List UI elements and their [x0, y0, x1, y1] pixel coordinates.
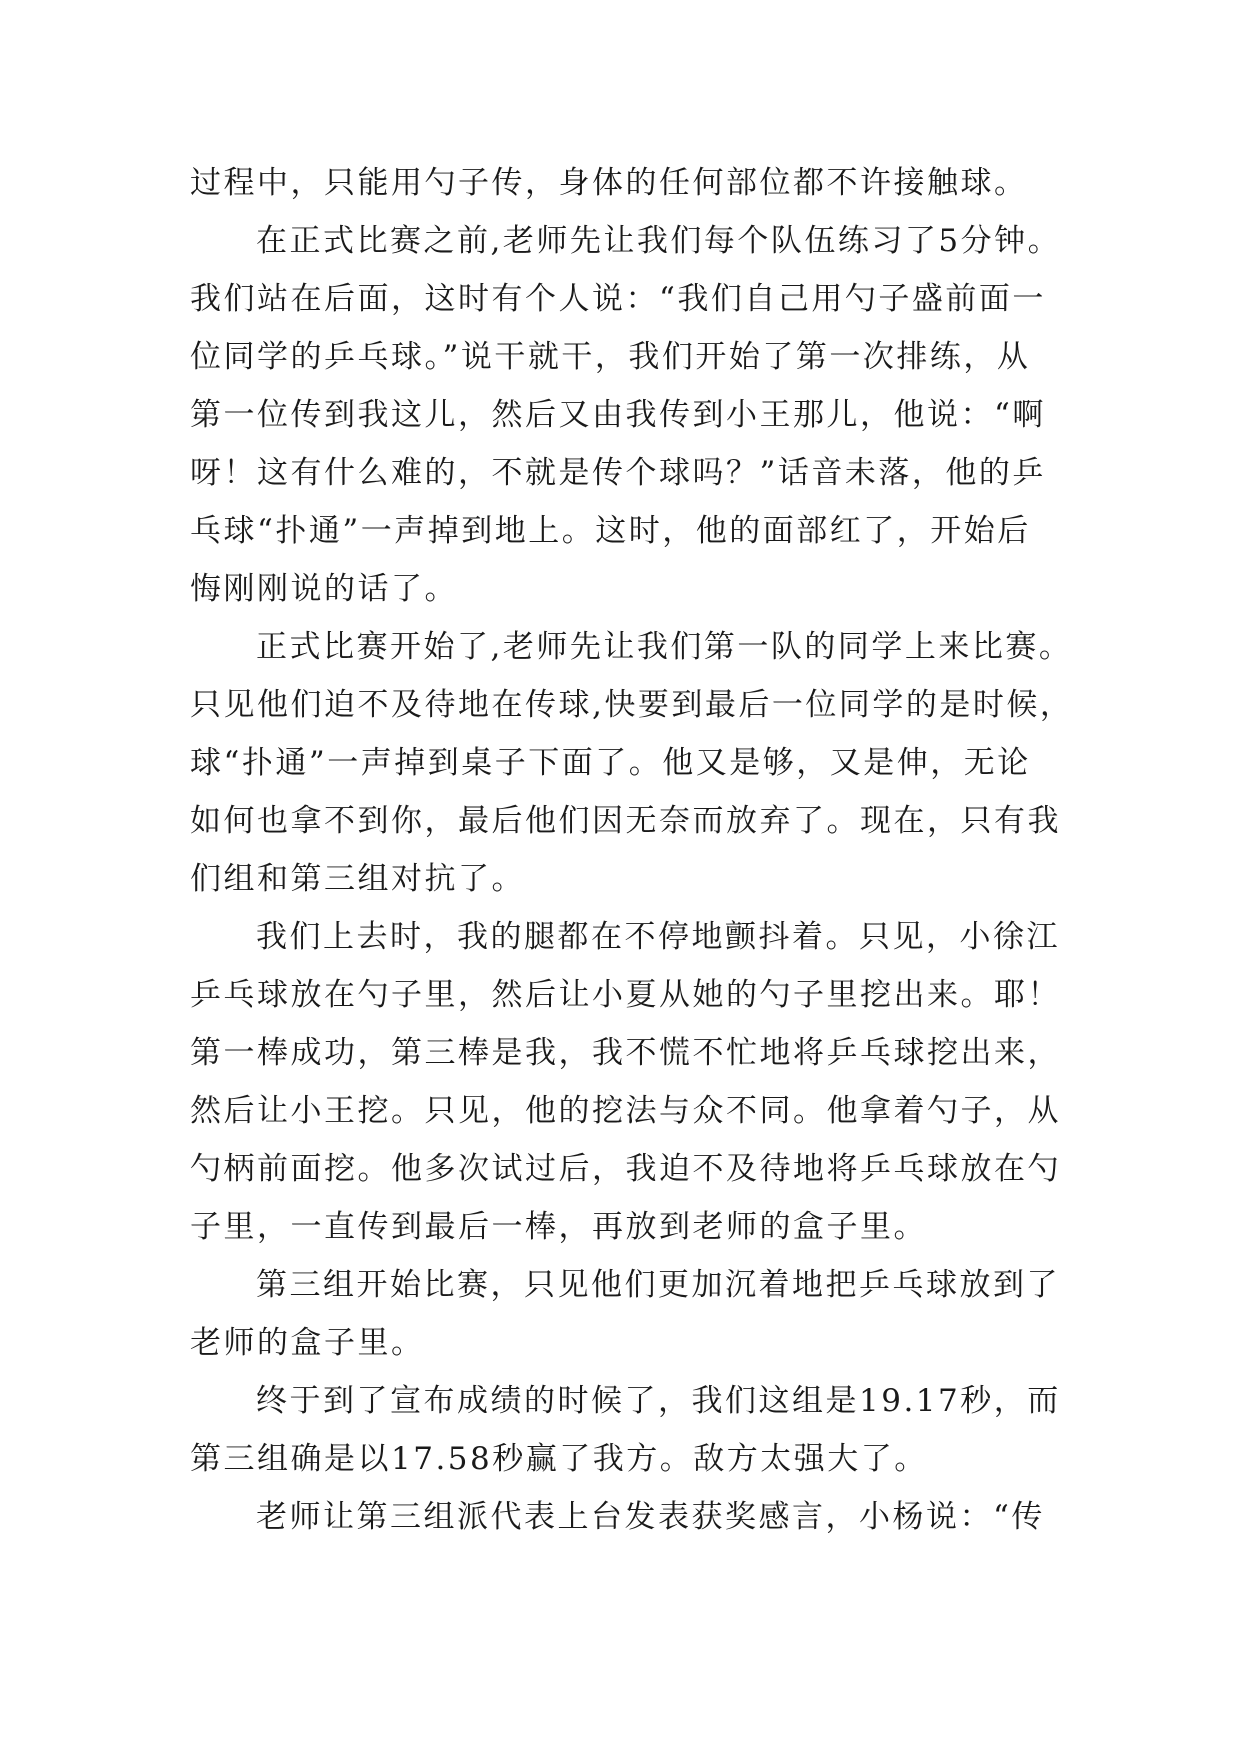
text-line: 如何也拿不到你，最后他们因无奈而放弃了。现在，只有我 [190, 803, 1061, 839]
text-line: 只见他们迫不及待地在传球,快要到最后一位同学的是时候， [190, 687, 1074, 723]
paragraph-start-line: 在正式比赛之前,老师先让我们每个队伍练习了5分钟。 [256, 223, 1062, 259]
text-line: 悔刚刚说的话了。 [190, 571, 458, 607]
text-line: 第三组确是以17.58秒赢了我方。敌方太强大了。 [190, 1441, 928, 1477]
text-line: 第一棒成功，第三棒是我，我不慌不忙地将乒乓球挖出来， [190, 1035, 1061, 1071]
text-line: 我们站在后面，这时有个人说：“我们自己用勺子盛前面一 [190, 281, 1046, 317]
text-line: 然后让小王挖。只见，他的挖法与众不同。他拿着勺子，从 [190, 1093, 1061, 1129]
text-line: 位同学的乒乓球。”说干就干，我们开始了第一次排练，从 [190, 339, 1031, 375]
text-line: 乒乓球放在勺子里，然后让小夏从她的勺子里挖出来。耶！ [190, 977, 1061, 1013]
paragraph-start-line: 正式比赛开始了,老师先让我们第一队的同学上来比赛。 [256, 629, 1073, 665]
paragraph-start-line: 我们上去时，我的腿都在不停地颤抖着。只见，小徐江 [256, 919, 1060, 955]
text-line: 乓球“扑通”一声掉到地上。这时，他的面部红了，开始后 [190, 513, 1031, 549]
text-line: 勺柄前面挖。他多次试过后，我迫不及待地将乒乓球放在勺 [190, 1151, 1061, 1187]
text-line: 们组和第三组对抗了。 [190, 861, 525, 897]
text-line: 球“扑通”一声掉到桌子下面了。他又是够，又是伸，无论 [190, 745, 1031, 781]
text-line: 呀！这有什么难的，不就是传个球吗？”话音未落，他的乒 [190, 455, 1046, 491]
text-line: 老师的盒子里。 [190, 1325, 425, 1361]
text-line: 过程中，只能用勺子传，身体的任何部位都不许接触球。 [190, 165, 1028, 201]
text-line: 第一位传到我这儿，然后又由我传到小王那儿，他说：“啊 [190, 397, 1046, 433]
paragraph-start-line: 终于到了宣布成绩的时候了，我们这组是19.17秒，而 [256, 1383, 1061, 1419]
paragraph-start-line: 第三组开始比赛，只见他们更加沉着地把乒乓球放到了 [256, 1267, 1060, 1303]
paragraph-start-line: 老师让第三组派代表上台发表获奖感言，小杨说：“传 [256, 1499, 1045, 1535]
text-line: 子里，一直传到最后一棒，再放到老师的盒子里。 [190, 1209, 927, 1245]
document-body [190, 154, 1074, 1546]
